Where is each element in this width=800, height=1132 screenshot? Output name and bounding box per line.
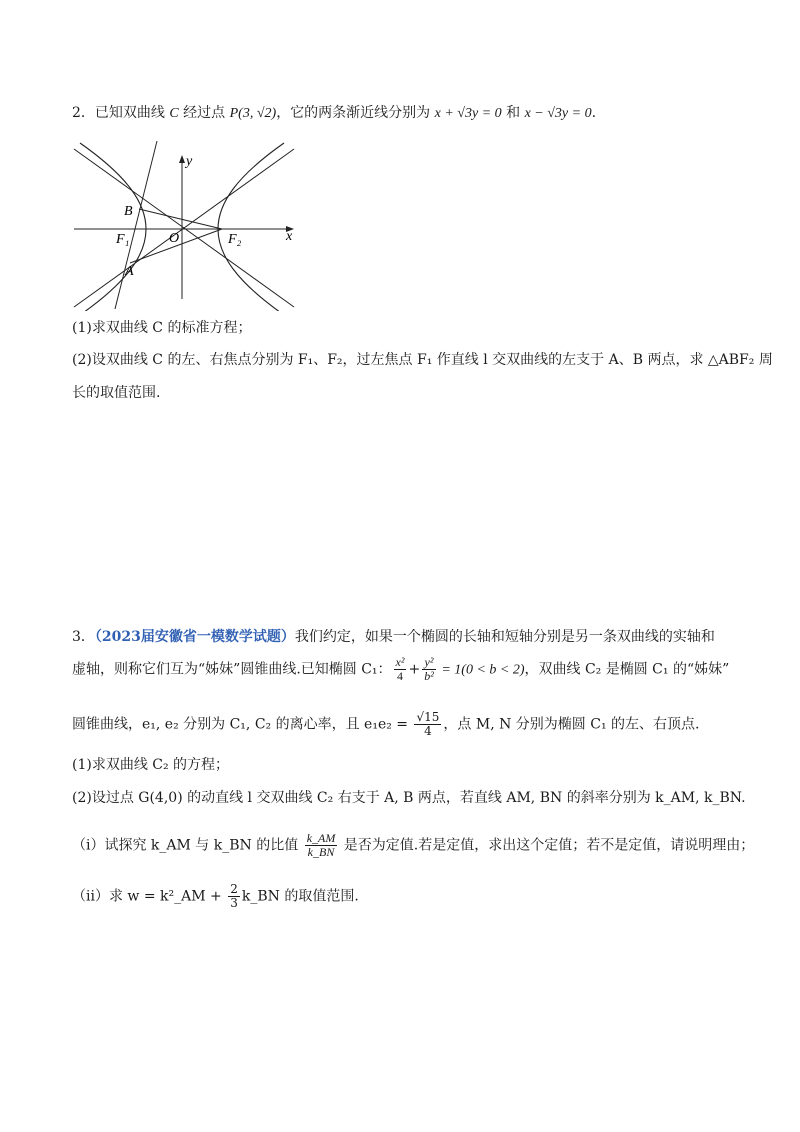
p2-q2-b: 长的取值范围. — [72, 385, 161, 401]
frac-kbn: k_BN — [307, 845, 335, 859]
label-B: B — [124, 204, 133, 219]
p3-line2-a: 虚轴，则称它们互为“姊妹”圆锥曲线.已知椭圆 C₁： — [72, 661, 392, 678]
frac-3: 3 — [230, 896, 238, 910]
p3-q2: (2)设过点 G(4,0) 的动直线 l 交双曲线 C₂ 右支于 A, B 两点，若直线 AM, BN 的斜率分别为 k_AM, k_BN. — [72, 790, 746, 806]
p3-line3-a: 圆锥曲线，e₁, e₂ 分别为 C₁, C₂ 的离心率，且 e₁e₂ = — [72, 716, 413, 733]
frac-y2-b2 — [422, 656, 436, 683]
p2-asym2: x − √3y = 0 — [524, 106, 592, 121]
hyperbola-left-branch — [80, 143, 146, 311]
line-l — [115, 141, 157, 309]
p2-dot: . — [591, 105, 597, 121]
frac-kam-kbn — [305, 832, 338, 859]
frac-y2: y² — [422, 656, 436, 670]
p3-qi-a: （i）试探究 k_AM 与 k_BN 的比值 — [72, 837, 303, 854]
label-F2: F₂ — [228, 232, 242, 247]
p3-line3-b: ，点 M, N 分别为椭圆 C₁ 的左、右顶点. — [443, 716, 700, 733]
p2-and: 和 — [501, 105, 525, 121]
frac-4b: 4 — [424, 724, 432, 738]
frac-sqrt15-4 — [414, 711, 441, 738]
frac-sqrt15: √15 — [416, 710, 440, 724]
p3-source: （2023届安徽省一模数学试题） — [94, 629, 295, 645]
y-axis-arrow — [179, 155, 185, 163]
p3-line1 — [72, 627, 715, 647]
p2-text-b: 经过点 — [178, 105, 230, 121]
p2-number: 2． — [72, 105, 95, 121]
frac-x2-4 — [394, 656, 407, 683]
hyperbola-right-branch — [218, 143, 284, 311]
p2-line1 — [72, 103, 596, 124]
frac-kam: k_AM — [306, 831, 336, 845]
p3-qii-a: （ii）求 w = k²_AM + — [72, 888, 227, 905]
p2-text-c: ，它的两条渐近线分别为 — [276, 105, 435, 121]
label-y: y — [186, 154, 193, 169]
p3-qii — [72, 883, 359, 910]
p3-q1: (1)求双曲线 C₂ 的方程； — [72, 757, 230, 773]
frac-b2: b² — [424, 669, 434, 683]
p2-asym1: x + √3y = 0 — [434, 106, 502, 121]
p2-q2-a: (2)设双曲线 C 的左、右焦点分别为 F₁、F₂，过左焦点 F₁ 作直线 l 交双曲线的左支于 A、B 两点，求 △ABF₂ 周 — [72, 352, 773, 368]
frac-x2: x² — [395, 655, 405, 669]
label-x: x — [286, 229, 293, 244]
p3-qi-b: 是否为定值.若是定值，求出这个定值；若不是定值，请说明理由； — [339, 837, 755, 854]
p3-line3 — [72, 711, 699, 738]
label-O: O — [169, 231, 180, 246]
p2-curve-c: C — [169, 106, 179, 121]
label-F1: F₁ — [116, 232, 130, 247]
p2-point: P(3, √2) — [229, 106, 277, 121]
label-A: A — [125, 264, 134, 279]
frac-2: 2 — [230, 882, 238, 896]
ellipse-tail: = 1(0 < b < 2) — [437, 662, 525, 678]
p3-qii-b: k_BN 的取值范围. — [241, 888, 359, 905]
p2-text-a: 已知双曲线 — [94, 105, 170, 121]
p3-line2-b: ，双曲线 C₂ 是椭圆 C₁ 的“姊妹” — [524, 661, 730, 678]
frac-2-3 — [228, 883, 240, 910]
p3-qi — [72, 832, 754, 859]
p2-q1: (1)求双曲线 C 的标准方程； — [72, 320, 252, 336]
frac-4: 4 — [397, 669, 404, 683]
p3-number: 3． — [72, 629, 95, 645]
hyperbola-figure — [72, 141, 297, 311]
p3-line2: 虚轴，则称它们互为“姊妹”圆锥曲线.已知椭圆 C₁： $\frac{\text{x²}}{4}$ + $\frac{\text{y²}}{\text{b²}}$ = 1(0 < b < 2)，双曲线 C₂ 是椭圆 C₁ 的“姊妹” — [72, 655, 730, 683]
p3-line1-text: 我们约定，如果一个椭圆的长轴和短轴分别是另一条双曲线的实轴和 — [294, 629, 715, 645]
